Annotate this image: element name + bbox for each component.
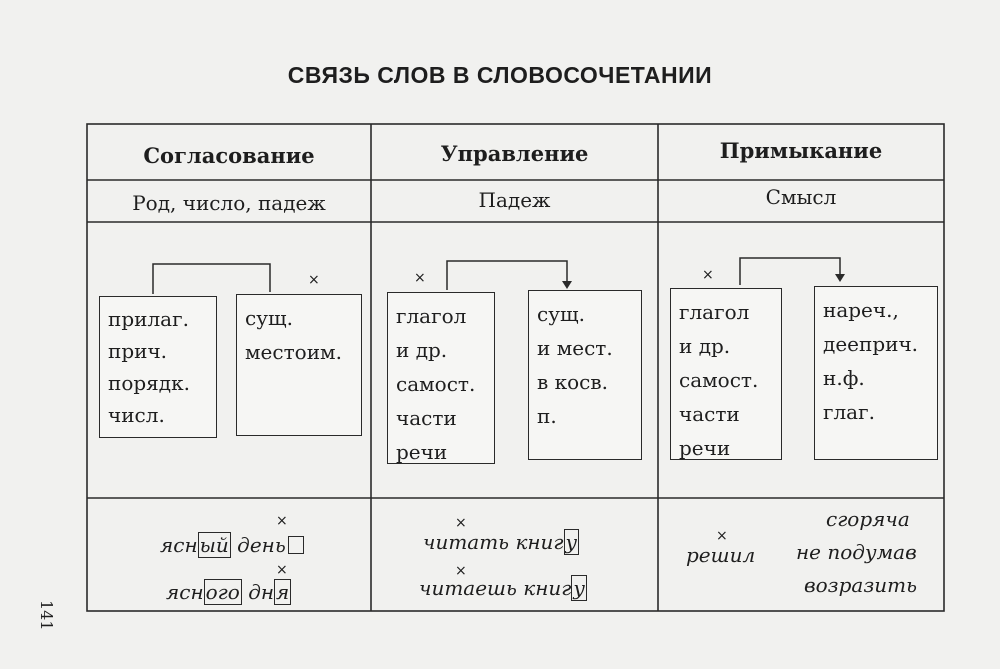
dependent-word: книг: [523, 576, 572, 600]
box-line: самост.: [396, 372, 476, 396]
box-line: дееприч.: [823, 332, 919, 356]
example-phrase: [419, 576, 587, 600]
cross-mark: ×: [414, 270, 426, 286]
box-line: в косв.: [537, 370, 608, 394]
word-ending: у: [573, 576, 585, 600]
box-line: прилаг.: [108, 307, 189, 331]
example-phrase: [166, 580, 291, 604]
box-line: сущ.: [245, 306, 293, 330]
example-word: возразить: [804, 573, 917, 597]
word-ending: ого: [205, 580, 240, 604]
example-phrase: [160, 533, 304, 557]
box-dependent-word: [814, 286, 938, 460]
dependent-word: книг: [515, 530, 564, 554]
page-title: СВЯЗЬ СЛОВ В СЛОВОСОЧЕТАНИИ: [287, 62, 713, 88]
box-main-word: [387, 292, 495, 464]
box-line: речи: [679, 436, 731, 460]
box-dependent-word: [528, 290, 642, 460]
box-line: и др.: [679, 334, 731, 358]
box-dependent-word: [236, 294, 362, 436]
example-word: решил: [686, 543, 756, 567]
box-line: п.: [537, 404, 557, 428]
cross-mark: ×: [716, 528, 728, 544]
example-phrase: [423, 530, 579, 554]
page-number: 141: [37, 600, 56, 631]
word-stem: ясн: [160, 533, 198, 557]
box-main-word: [670, 288, 782, 460]
dependent-word: дн: [248, 580, 275, 604]
cross-mark: ×: [455, 563, 467, 579]
word-ending: я: [276, 580, 290, 604]
cross-mark: ×: [702, 267, 714, 283]
header-adjoining: Примыкание: [719, 138, 883, 163]
header-agreement: Согласование: [143, 143, 315, 168]
word-stem: ясн: [166, 580, 204, 604]
box-line: порядк.: [108, 371, 190, 395]
dependent-word: день: [237, 533, 286, 557]
box-line: н.ф.: [823, 366, 865, 390]
box-line: самост.: [679, 368, 759, 392]
example-word: не подумав: [796, 540, 917, 564]
box-line: нареч.,: [823, 298, 899, 322]
box-line: сущ.: [537, 302, 585, 326]
cross-mark: ×: [276, 513, 288, 529]
cross-mark: ×: [455, 515, 467, 531]
main-word: читать: [423, 530, 510, 554]
box-line: части: [679, 402, 740, 426]
main-word: читаешь: [419, 576, 517, 600]
sub-government: Падеж: [478, 188, 551, 212]
box-line: и мест.: [537, 336, 613, 360]
sub-agreement: Род, число, падеж: [132, 191, 326, 215]
box-line: местоим.: [245, 340, 342, 364]
cross-mark: ×: [276, 562, 288, 578]
word-ending: у: [565, 530, 578, 554]
cross-mark: ×: [308, 272, 320, 288]
example-word: сгоряча: [826, 507, 910, 531]
box-line: числ.: [108, 403, 165, 427]
box-main-word: [99, 296, 217, 438]
box-line: глаг.: [823, 400, 875, 424]
box-line: речи: [396, 440, 448, 464]
header-government: Управление: [440, 141, 589, 166]
box-line: глагол: [679, 300, 750, 324]
box-line: прич.: [108, 339, 168, 363]
box-line: части: [396, 406, 457, 430]
zero-ending: [288, 536, 304, 554]
box-line: глагол: [396, 304, 467, 328]
sub-adjoining: Смысл: [765, 185, 837, 209]
word-ending: ый: [199, 533, 229, 557]
box-line: и др.: [396, 338, 448, 362]
